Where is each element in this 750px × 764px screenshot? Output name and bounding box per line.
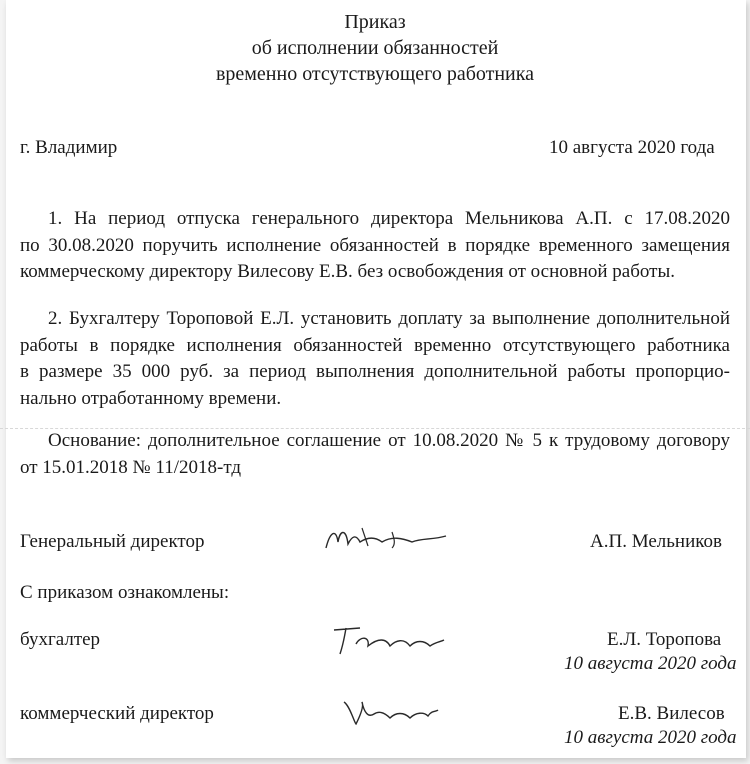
paragraph-1-line-1: 1. На период отпуска генерального директора Мельникова А.П. с 17.08.2020	[48, 208, 730, 229]
paragraph-2-line-1: 2. Бухгалтеру Тороповой Е.Л. установить доплату за выполнение дополнительной	[48, 308, 730, 329]
director-position: Генеральный директор	[20, 531, 205, 552]
paragraph-2-line-4: нально отработанному времени.	[20, 387, 282, 409]
accountant-signature	[330, 618, 448, 660]
commercial-director-name: Е.В. Вилесов	[618, 703, 725, 724]
paragraph-2-line-3: в размере 35 000 руб. за период выполнения дополнительной работы пропорцио-	[20, 361, 730, 382]
director-name: А.П. Мельников	[590, 531, 722, 552]
director-signature	[322, 518, 452, 558]
paragraph-1-line-3: коммерческому директору Вилесову Е.В. без освобождения от основной работы.	[20, 261, 675, 282]
paragraph-1-line-2: по 30.08.2020 поручить исполнение обязанностей в порядке временного замещения	[20, 234, 730, 256]
document-date: 10 августа 2020 года	[549, 137, 715, 158]
basis-line-1: Основание: дополнительное соглашение от 10.08.2020 № 5 к трудовому договору	[48, 430, 730, 451]
paragraph-1	[20, 206, 730, 286]
commercial-director-signature	[340, 692, 440, 732]
accountant-date: 10 августа 2020 года	[564, 653, 737, 674]
document-subtitle-line-1: об исполнении обязанностей	[251, 37, 499, 59]
document-title: Приказ	[344, 11, 406, 33]
commercial-director-position: коммерческий директор	[20, 703, 214, 724]
paragraph-2-line-2: работы в порядке исполнения обязанностей временно отсутствующего работника	[20, 334, 730, 356]
basis-line-2: от 15.01.2018 № 11/2018-тд	[20, 456, 242, 478]
place-label: г. Владимир	[20, 137, 118, 158]
accountant-position: бухгалтер	[20, 629, 101, 650]
accountant-name: Е.Л. Торопова	[607, 629, 722, 650]
commercial-director-date: 10 августа 2020 года	[564, 727, 737, 748]
basis-paragraph	[20, 428, 730, 481]
paragraph-2	[20, 306, 730, 412]
document-subtitle-line-2: временно отсутствующего работника	[215, 63, 535, 85]
acquainted-label: С приказом ознакомлены:	[20, 582, 230, 603]
